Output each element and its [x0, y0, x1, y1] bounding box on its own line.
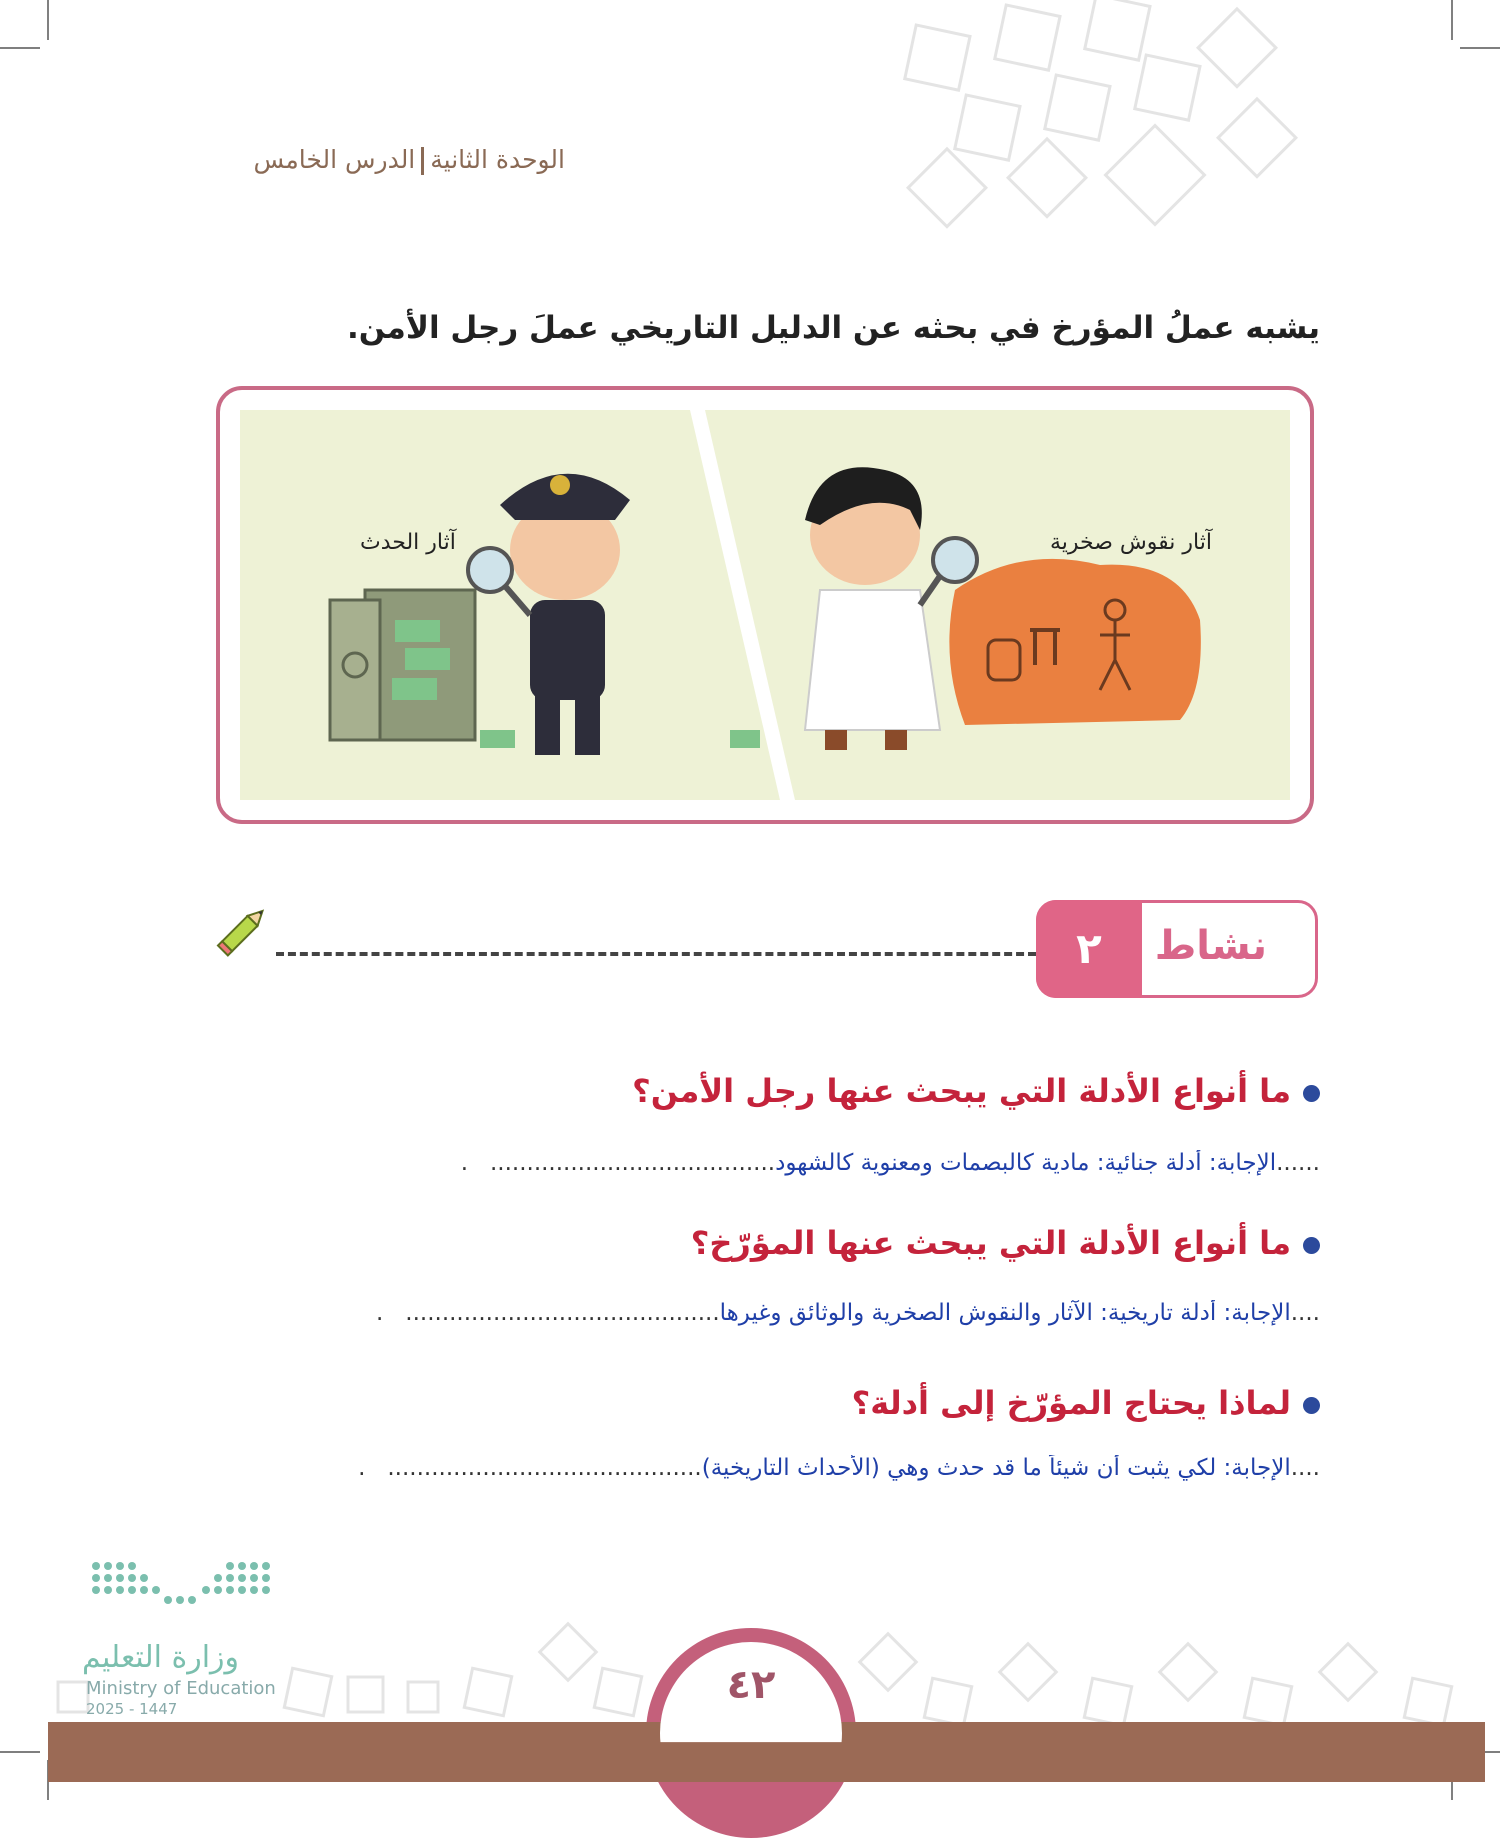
question-3-text: لماذا يحتاج المؤرّخ إلى أدلة؟: [851, 1384, 1291, 1422]
illustration-panel: [216, 386, 1314, 824]
breadcrumb-lesson: الدرس الخامس: [253, 145, 416, 174]
intro-text: يشبه عملُ المؤرخ في بحثه عن الدليل التاريخي عملَ رجل الأمن.: [347, 310, 1320, 346]
breadcrumb: [205, 145, 565, 175]
bullet-icon: [1303, 1237, 1320, 1254]
ministry-name-english: Ministry of Education: [86, 1678, 276, 1699]
answer-3-text: الإجابة: لكي يثبت أن شيئاً ما قد حدث وهي (الأحداث التاريخية): [701, 1455, 1291, 1481]
pencil-icon: [212, 900, 272, 960]
question-2-text: ما أنواع الأدلة التي يبحث عنها المؤرّخ؟: [690, 1224, 1291, 1262]
question-2: [600, 1224, 1320, 1262]
answer-trailing-dots: ....................................... .: [460, 1150, 776, 1176]
answer-leader-dots: ....: [1290, 1455, 1320, 1481]
activity-label: نشاط: [1154, 923, 1267, 969]
answer-3: [310, 1455, 1320, 1481]
breadcrumb-separator: [421, 147, 424, 175]
breadcrumb-unit: الوحدة الثانية: [430, 145, 565, 174]
question-1-text: ما أنواع الأدلة التي يبحث عنها رجل الأمن؟: [632, 1072, 1291, 1110]
ministry-year: 2025 - 1447: [86, 1700, 178, 1718]
rock-carvings-illustration: [949, 559, 1200, 725]
answer-trailing-dots: ........................................... .: [376, 1300, 720, 1326]
question-3: [600, 1384, 1320, 1422]
answer-leader-dots: ......: [1276, 1150, 1320, 1176]
activity-dashed-line: [276, 952, 1036, 956]
answer-2-text: الإجابة: أدلة تاريخية: الآثار والنقوش الصخرية والوثائق وغيرها: [719, 1300, 1291, 1326]
question-1: [600, 1072, 1320, 1110]
answer-trailing-dots: ........................................... .: [358, 1455, 702, 1481]
answer-1: [310, 1150, 1320, 1176]
ministry-logo-icon: [86, 1556, 276, 1616]
bullet-icon: [1303, 1085, 1320, 1102]
ministry-name-arabic: وزارة التعليم: [82, 1640, 240, 1675]
answer-1-text: الإجابة: أدلة جنائية: مادية كالبصمات ومعنوية كالشهود: [775, 1150, 1277, 1176]
illustration-drawing: [220, 390, 1310, 820]
activity-header: [1036, 900, 1318, 998]
answer-2: [310, 1300, 1320, 1326]
right-illustration-label: آثار نقوش صخرية: [1050, 530, 1212, 555]
activity-number: ٢: [1036, 900, 1142, 998]
bullet-icon: [1303, 1397, 1320, 1414]
page-number: ٤٢: [726, 1662, 776, 1708]
answer-leader-dots: ....: [1290, 1300, 1320, 1326]
left-illustration-label: آثار الحدث: [360, 530, 456, 555]
